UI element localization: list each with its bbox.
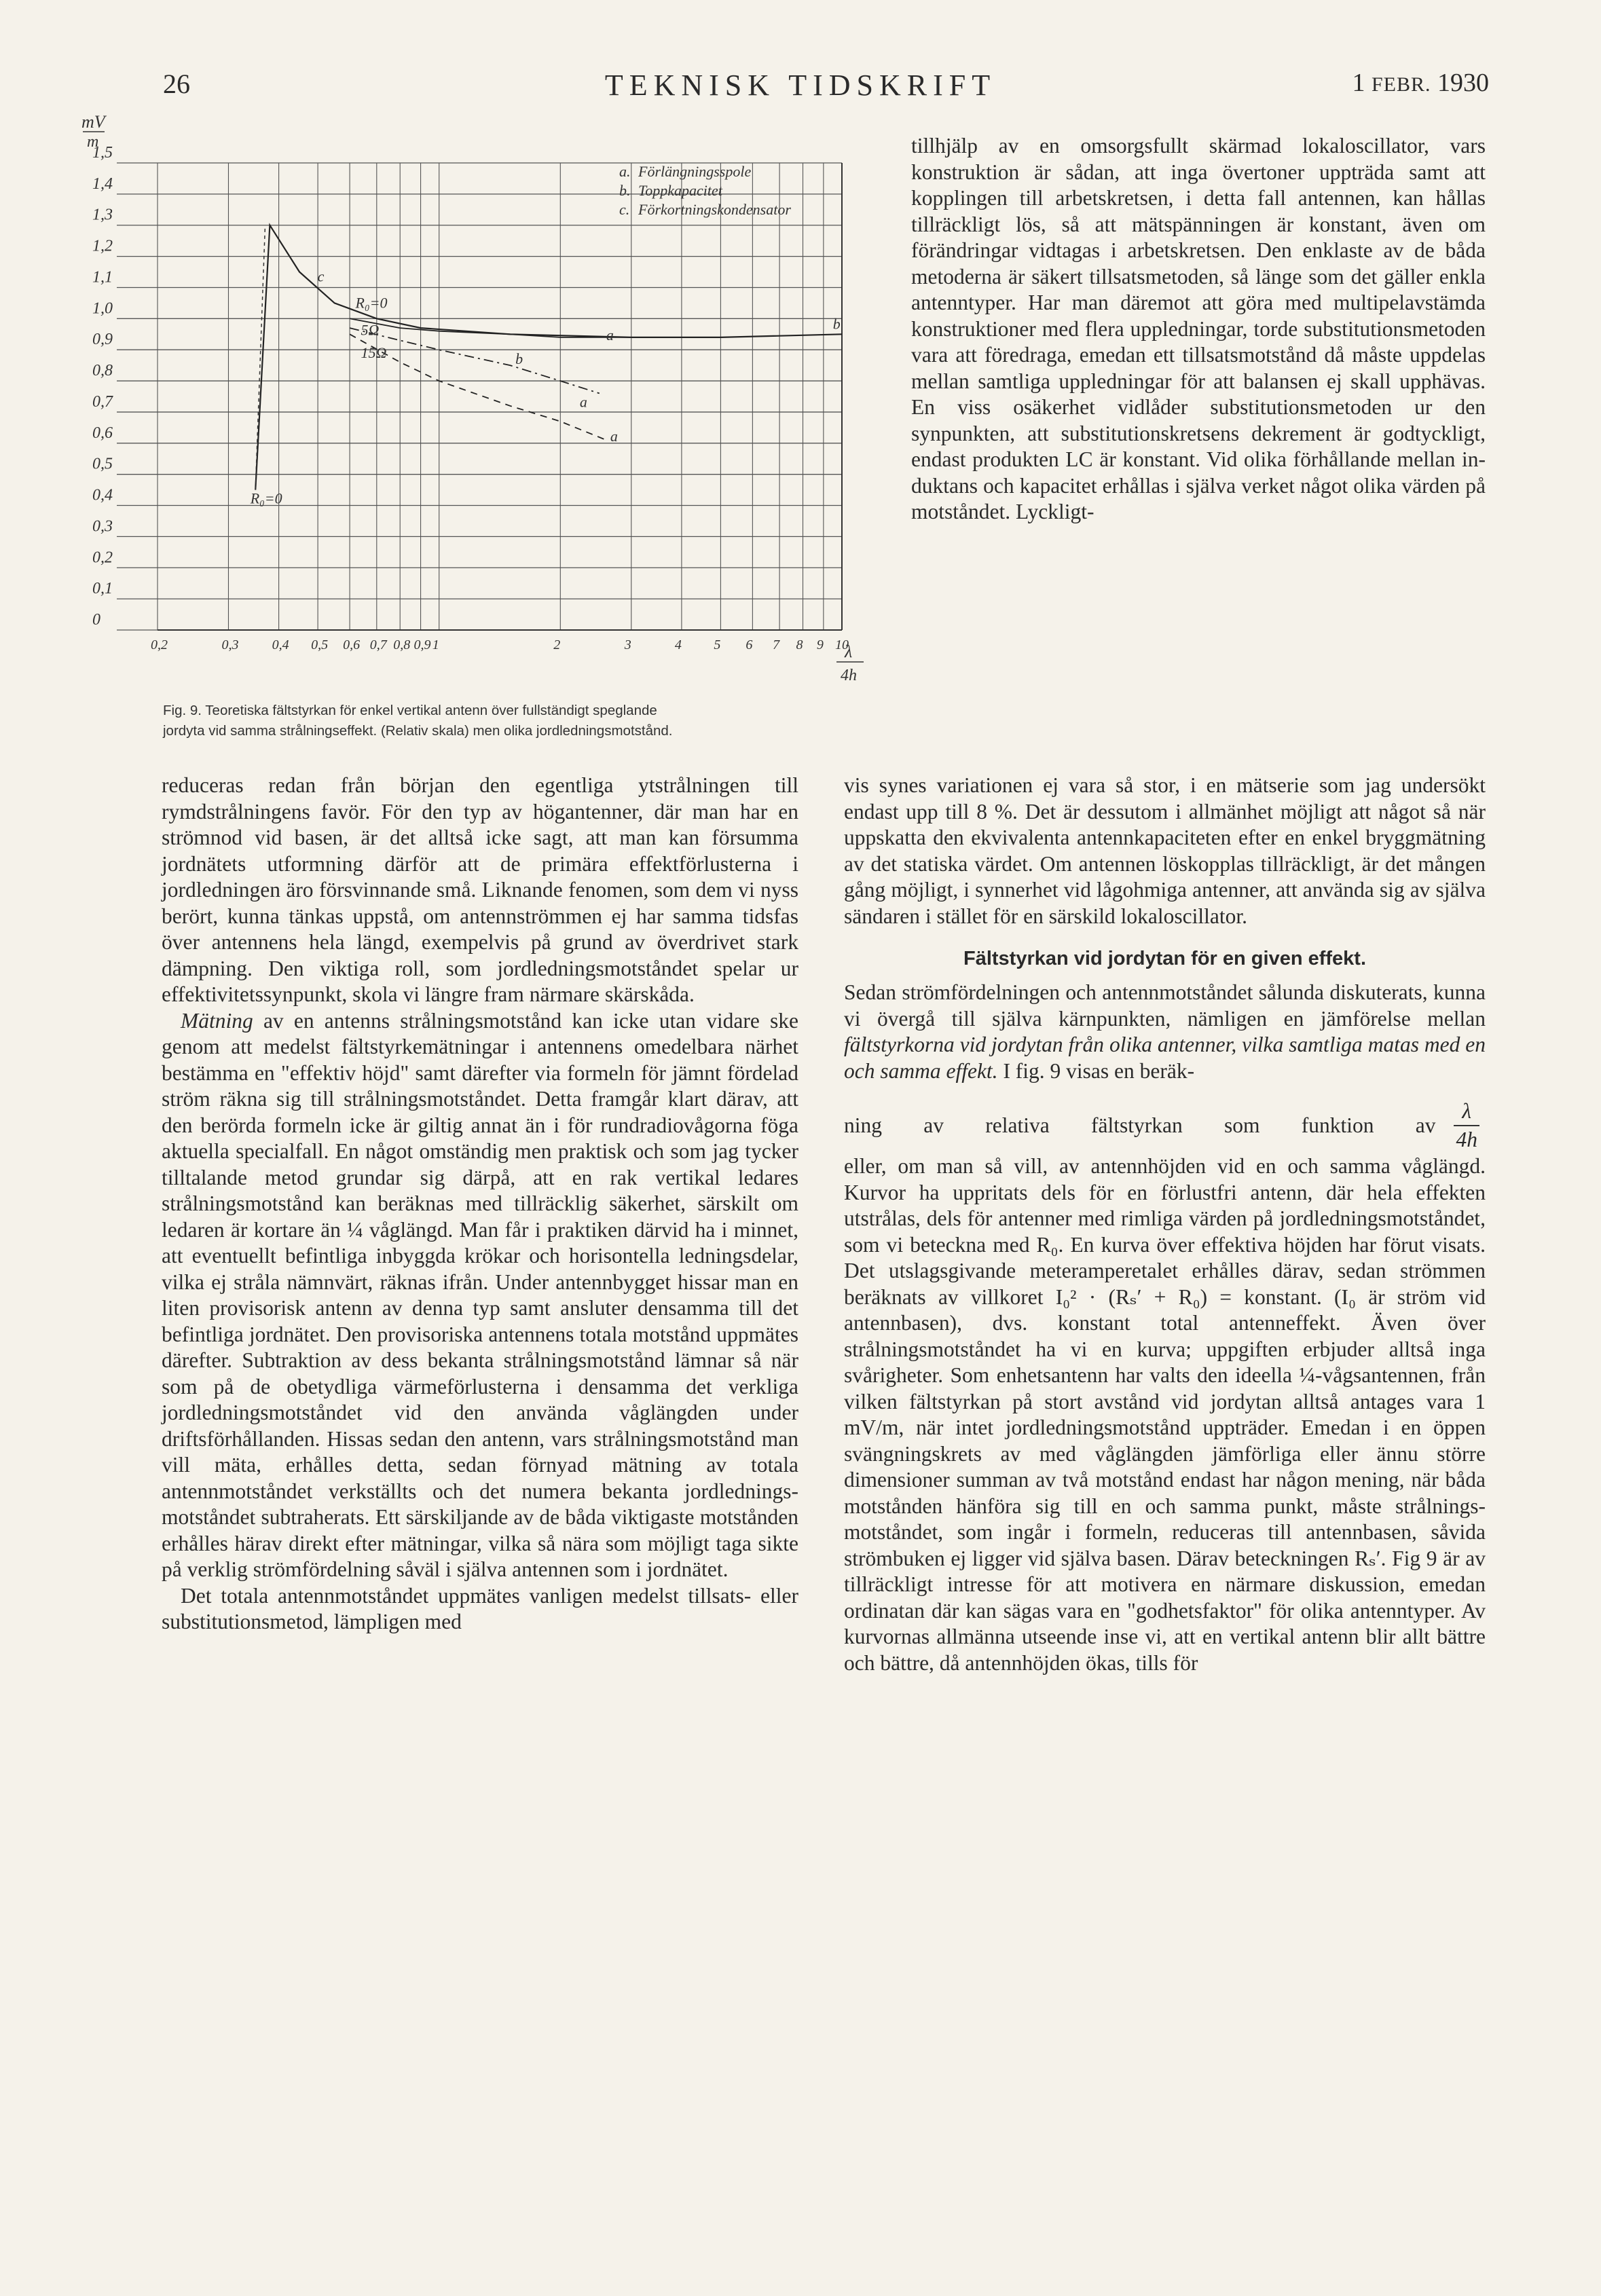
y-tick-label: 0,1 bbox=[92, 580, 113, 598]
paragraph: tillhjälp av en omsorgsfullt skärmad lokaloscillator, vars konstruktion är sådan, att inga övertoner uppträda samt att kopplingen till arbetskretsen, i detta fall antennen, kan hållas tillräckligt lös, så att mätspänningen är konstant, även om förändringar vidtagas i arbetskretsen. Den enklaste av de båda metoderna är säkert tillsatsmetoden, så länge som det gäller enkla antenntyper. Har man däremot att göra med multipelavstämda konstruktioner med flera uppledningar, torde substitutionsmetoden vara att föredraga, emedan ett tillsatsmotstånd då måste uppdelas mellan samtliga uppledningar för att balansen ej skall upphävas. En viss osäkerhet vidlåder substitutionsmetoden ur den synpunkten, att substitutionskretsens dekrement är godtyckligt, endast produkten LC är konstant. Vid olika förhållande mellan induktans och kapacitet erhållas i själva verket något olika värden på motståndet. Lyckligt- bbox=[911, 134, 1486, 523]
label-5-ohm: 5Ω bbox=[361, 321, 380, 339]
y-tick-label: 0,6 bbox=[92, 424, 113, 442]
field-strength-chart bbox=[81, 109, 923, 706]
x-tick-label: 1 bbox=[432, 637, 439, 652]
caption-line-2: jordyta vid samma strålningseffekt. (Relativ skala) men olika jordledningsmotstånd. bbox=[163, 723, 673, 739]
journal-title: TEKNISK TIDSKRIFT bbox=[604, 69, 997, 102]
figure-caption bbox=[163, 701, 917, 741]
y-unit-bottom: m bbox=[87, 133, 99, 151]
label-a-bottom: a bbox=[610, 428, 618, 445]
x-tick-label: 0,5 bbox=[311, 637, 329, 652]
y-tick-label: 0,2 bbox=[92, 549, 113, 567]
paragraph-measurement: Mätning av en antenns strålningsmotstånd kan icke utan vidare ske genom att medelst fältstyrkemätningar i antennens omedelbara närhet bestämma en "effektiv höjd" samt därefter via formeln för jämnt fördelad ström räkna sig till strålningsmotståndet. Detta framgår klart därav, att den berörda formeln icke är giltig annat än i för rundradiovågorna föga aktuella specialfall. En något omständig men praktisk och som jag tycker tilltalande metod grundar sig därpå, att en rak vertikal ledares strålningsmotstånd kan beräknas med tillräcklig säkerhet, särskilt om ledaren är kortare än ¼ våglängd. Man får i praktiken därvid ha i minnet, att eventuellt befintliga inbyggda krökar och horisontella ledningsdelar, vilka ej stråla nämnvärt, räknas ifrån. Under antennbygget hissar man en liten provisorisk antenn av denna typ samt ansluter densamma till det befintliga jordnätet. Den provisoriska antennens totala motstånd uppmätes därefter. Subtraktion av dess bekanta strålningsmotstånd lämnar så när som på de obetydliga värmeförlusterna i densamma det verkliga jordledningsmotståndet vid den använda våglängden under driftsförhållanden. Hissas sedan den antenn, vars strålningsmotstånd man vill mäta, erhålles detta, sedan förnyad mätning av totala antennmotståndet verkställts och det numera bekanta jordledningsmotståndet subtraherats. Ett särskiljande av de båda viktigaste motstånden erhålles härav direkt efter mätningar, vilka så nära som möjligt taga sikte på verklig strömfördelning såväl i själva antennen som i jordnätet. bbox=[162, 1008, 798, 1581]
y-tick-label: 0,8 bbox=[92, 362, 113, 380]
x-tick-label: 4 bbox=[674, 637, 682, 652]
section-heading: Fältstyrkan vid jordytan för en given effekt. bbox=[963, 948, 1367, 969]
legend-text-a: Förlängningsspole bbox=[638, 163, 752, 180]
x-tick-label: 0,8 bbox=[393, 637, 411, 652]
right-column-top bbox=[911, 133, 1486, 525]
label-c: c bbox=[317, 267, 325, 285]
legend-text-b: Toppkapacitet bbox=[638, 182, 722, 199]
y-tick-label: 0 bbox=[92, 611, 100, 629]
y-tick-label: 1,4 bbox=[92, 174, 113, 193]
legend-text-c: Förkortningskondensator bbox=[638, 201, 791, 218]
y-tick-label: 1,3 bbox=[92, 206, 113, 224]
paragraph-field-strength: Sedan strömfördelningen och antennmotståndet sålunda diskuterats, kunna vi övergå till själva kärnpunkten, nämligen en jämförelse mellan fältstyrkorna vid jordytan från olika antenner, vilka samtliga matas med en och samma effekt. I fig. 9 visas en beräk- bbox=[844, 980, 1486, 1083]
curve-r0 bbox=[255, 225, 842, 490]
x-tick-label: 7 bbox=[773, 637, 780, 652]
x-tick-label: 0,9 bbox=[413, 637, 431, 652]
caption-line-1: Fig. 9. Teoretiska fältstyrkan för enkel vertikal antenn över fullständigt speglande bbox=[163, 703, 657, 718]
page-number: 26 bbox=[163, 69, 190, 99]
label-15-ohm: 15Ω bbox=[361, 344, 387, 361]
y-unit-top: mV bbox=[81, 112, 105, 132]
fraction-line bbox=[844, 1098, 1486, 1153]
x-tick-label: 0,3 bbox=[221, 637, 239, 652]
label-r0-top: R₀=0 bbox=[355, 294, 388, 312]
issue-date: 1 FEBR. 1930 bbox=[1352, 69, 1489, 97]
y-tick-label: 0,3 bbox=[92, 517, 113, 536]
chart-grid bbox=[117, 163, 842, 630]
legend bbox=[619, 163, 791, 218]
paragraph: reduceras redan från början den egentliga ytstrålningen till rymdstrålningens favör. För den typ av högantenner, där man har en strömnod vid basen, är det alltså icke sagt, att man kan försumma jordnätets utformning därför att de primära effektförlusterna i jordledningen äro försvinnande små. Liknande fenomen, som dem vi nyss berört, kunna tänkas uppstå, om antennströmmen ej har samma tidsfas över antennens hela längd, exempelvis på grund av överdrivet stark dämpning. Den viktiga roll, som jordledningsmotståndet spelar ur effektivitetssynpunkt, skola vi längre fram närmare skärskåda. bbox=[162, 773, 798, 1006]
x-unit-num: λ bbox=[845, 642, 853, 661]
y-tick-label: 1,0 bbox=[92, 299, 113, 318]
x-tick-label: 0,4 bbox=[272, 637, 289, 652]
x-tick-label: 8 bbox=[796, 637, 803, 652]
figure-9 bbox=[81, 109, 923, 706]
y-tick-label: 1,5 bbox=[92, 144, 113, 162]
x-tick-label: 3 bbox=[624, 637, 631, 652]
legend-key-b: b. bbox=[619, 182, 631, 199]
paragraph: Det totala antennmotståndet uppmätes vanligen medelst tillsats- eller substitutionsmetod, lämpligen med bbox=[162, 1583, 798, 1633]
label-b: b bbox=[832, 315, 841, 333]
y-tick-label: 0,4 bbox=[92, 486, 113, 504]
y-tick-label: 0,7 bbox=[92, 392, 113, 411]
x-tick-label: 0,6 bbox=[343, 637, 361, 652]
x-axis-ticks bbox=[151, 637, 849, 652]
y-tick-label: 1,2 bbox=[92, 237, 113, 255]
fraction-text: ning av relativa fältstyrkan som funktion av bbox=[844, 1113, 1436, 1137]
label-b-mid: b bbox=[515, 350, 523, 368]
x-tick-label: 0,2 bbox=[151, 637, 168, 652]
x-tick-label: 10 bbox=[835, 637, 849, 652]
y-tick-label: 0,9 bbox=[92, 331, 113, 349]
x-tick-label: 0,7 bbox=[369, 637, 387, 652]
label-a-low: a bbox=[579, 393, 587, 411]
lambda-over-4h: $\frac{\lambda}{4h}$ bbox=[1448, 1098, 1486, 1153]
x-tick-label: 9 bbox=[816, 637, 824, 652]
paragraph: eller, om man så vill, av antennhöjden vid en och samma våglängd. Kurvor ha uppritats dels för en förlustfri antenn, där hela effekten utstrålas, dels för antenner med rimliga värden på jordledningsmotståndet, som vi beteckna med R₀. En kurva över effektiva höjden har förut visats. Det utslagsgivande meteramperetalet erhålles därav, sedan strömmen beräknats av villkoret I₀² · (Rₛ′ + R₀) = konstant. (I₀ är ström vid antennbasen), dvs. konstant total antenneffekt. Även över strålningsmotståndet ha vi en kurva; uppgiften erbjuder alltså inga svårigheter. Som enhetsantenn har valts den ideella ¼-vågsantennen, från vilken fältstyrkan på stort avstånd vid jordytan alltså antages vara 1 mV/m, när intet jordledningsmotstånd uppträder. Emedan i en öppen svängningskrets av med våglängden jämförliga eller ännu större dimensioner summan av två motstånd endast har någon mening, när båda motstånden hänföra sig till en och samma punkt, måste strålningsmotståndet, som ingår i formeln, reduceras till antennbasen, såvida strömbuken ej ligger vid själva basen. Därav beteckningen Rₛ′. Fig 9 är av tillräckligt intresse för att motivera en närmare diskussion, emedan ordinatan där kan sägas vara en "godhetsfaktor" för olika antenntyper. Av kurvornas allmänna utseende inse vi, att en vertikal antenn blir allt bättre och bättre, då antennhöjden ökas, tills för bbox=[844, 1154, 1486, 1675]
x-unit-den: 4h bbox=[841, 667, 857, 684]
chart-curves bbox=[255, 225, 842, 490]
label-a: a bbox=[606, 326, 614, 344]
label-r0-bottom: R₀=0 bbox=[250, 489, 282, 507]
x-tick-label: 5 bbox=[714, 637, 721, 652]
legend-key-c: c. bbox=[619, 201, 630, 218]
x-tick-label: 6 bbox=[746, 637, 753, 652]
right-column-bottom bbox=[844, 773, 1486, 1676]
chart-labels bbox=[250, 267, 841, 506]
left-column bbox=[162, 773, 798, 1635]
y-tick-label: 1,1 bbox=[92, 268, 113, 286]
paragraph: vis synes variationen ej vara så stor, i en mätserie som jag undersökt endast upp till 8 %. Det är dessutom i allmänhet möjligt att något så när uppskatta den ekvivalenta antennkapaciteten efter en enkel bryggmätning av det statiska värdet. Om antennen löskopplas tillräckligt, är det mången gång möjligt, i synnerhet vid lågohmiga antenner, att använda sig av själva sändaren i stället för en särskild lokaloscillator. bbox=[844, 773, 1486, 928]
legend-key-a: a. bbox=[619, 163, 631, 180]
x-tick-label: 2 bbox=[553, 637, 561, 652]
y-axis-ticks bbox=[92, 144, 113, 629]
y-tick-label: 0,5 bbox=[92, 455, 113, 473]
